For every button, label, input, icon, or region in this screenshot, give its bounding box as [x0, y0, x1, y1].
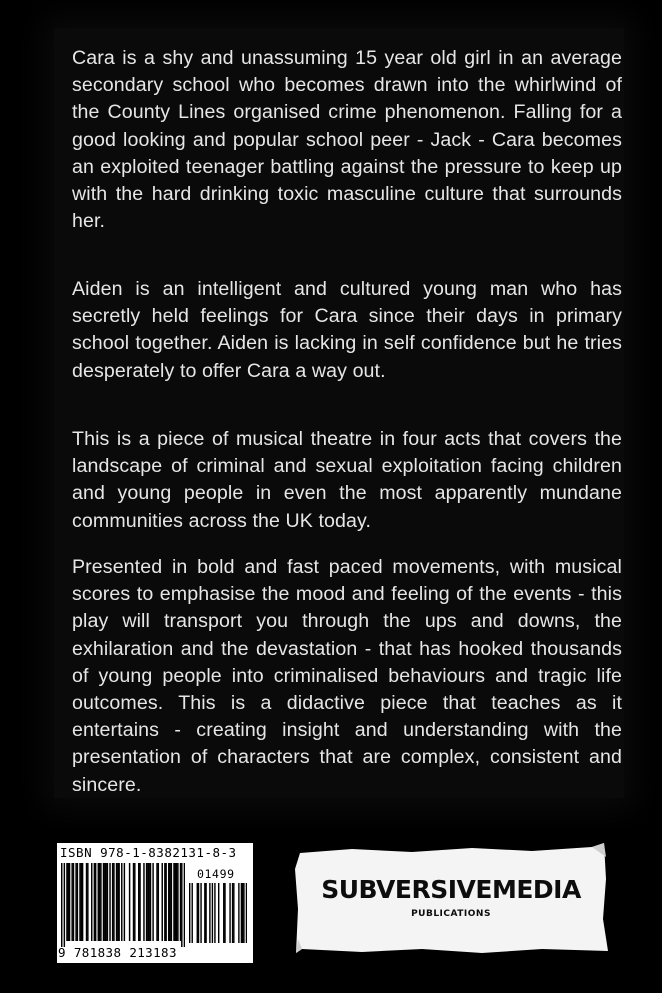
- barcode-bar: [69, 863, 70, 941]
- ean-digits: 9 781838 213183: [58, 945, 177, 960]
- barcode-bar: [198, 883, 199, 943]
- barcode-bar: [91, 863, 92, 941]
- barcode-bar: [164, 863, 165, 941]
- barcode-bar: [218, 883, 219, 943]
- barcode-bar: [139, 863, 140, 941]
- barcode-bar: [152, 863, 153, 941]
- barcode-bar: [209, 883, 210, 943]
- barcode-bar: [121, 863, 122, 941]
- barcode-bar: [113, 863, 114, 941]
- isbn-barcode: [57, 843, 253, 963]
- barcode-bar: [168, 863, 169, 941]
- barcode-bar: [214, 883, 215, 943]
- barcode-bar: [238, 883, 239, 943]
- barcode-bar: [117, 863, 118, 941]
- barcode-bar: [95, 863, 96, 941]
- barcode-bar: [79, 863, 80, 941]
- barcode-bar: [68, 863, 69, 941]
- barcode-bar: [148, 863, 149, 941]
- barcode-bar: [223, 883, 224, 943]
- barcode-bar: [232, 883, 233, 943]
- barcode-bar: [87, 863, 88, 941]
- barcode-bar: [103, 863, 104, 941]
- barcode-bar: [146, 863, 147, 941]
- barcode-bar: [129, 863, 130, 941]
- barcode-bar: [73, 863, 74, 941]
- blurb-paragraph-aiden: Aiden is an intelligent and cultured young man who has secretly held feelings for Cara since their days in primary school together. Aiden is lacking in self confidence but he tries desperately to offer Cara a way out.: [72, 278, 622, 382]
- barcode-bar: [143, 863, 144, 941]
- barcode-bar: [224, 883, 225, 943]
- barcode-bar: [181, 863, 182, 947]
- barcode-bar: [233, 883, 234, 943]
- barcode-bar: [212, 883, 213, 943]
- barcode-bar: [205, 883, 206, 943]
- barcode-bar: [150, 863, 151, 941]
- barcode-bar: [86, 863, 87, 941]
- barcode-bar: [189, 883, 190, 943]
- barcode-bar: [104, 863, 105, 941]
- barcode-bar: [124, 863, 125, 941]
- barcode-bar: [171, 863, 172, 941]
- barcode-bar: [109, 863, 110, 941]
- publisher-imprint: PUBLICATIONS: [411, 909, 491, 919]
- barcode-bar: [99, 863, 100, 941]
- barcode-bar: [81, 863, 82, 941]
- barcode-bar: [243, 883, 244, 943]
- publisher-logo: [292, 839, 610, 959]
- barcode-bar: [61, 863, 62, 947]
- blurb-paragraph-cara: Cara is a shy and unassuming 15 year old girl in an average secondary school who becomes drawn into the whirlwind of the County Lines organised crime phenomenon. Falling for a good looking and popular school peer - Jack - Cara becomes an exploited teenager battling against the pressure to keep up with the hard drinking toxic masculine culture that surrounds her.: [72, 47, 622, 233]
- barcode-bar: [94, 863, 95, 941]
- barcode-bar: [177, 863, 178, 941]
- isbn-label: ISBN 978-1-8382131-8-3: [60, 845, 237, 860]
- blurb-paragraph-presentation: Presented in bold and fast paced movements, with musical scores to emphasise the mood and feeling of the events - this play will transport you through the ups and downs, the exhilaration and the devastation - that has hooked thousands of young people into criminalised behaviours and tragic life outcomes. This is a didactive piece that teaches as it entertains - creating insight and understanding with the presentation of characters that are complex, consistent and sincere.: [72, 556, 622, 796]
- barcode-bar: [192, 883, 193, 943]
- barcode-bar: [165, 863, 166, 941]
- barcode-bar: [77, 863, 78, 941]
- barcode-bar: [169, 863, 170, 941]
- barcode-bar: [105, 863, 106, 941]
- barcode-bar: [112, 863, 113, 941]
- barcode-bar: [100, 863, 101, 941]
- barcode-bar: [107, 863, 108, 941]
- ean-barcode-bars: [61, 863, 185, 947]
- barcode-bar: [138, 863, 139, 941]
- addon-barcode-bars: [189, 883, 247, 945]
- barcode-bar: [66, 863, 67, 941]
- barcode-bar: [118, 863, 119, 941]
- barcode-bar: [204, 883, 205, 943]
- barcode-bar: [147, 863, 148, 941]
- barcode-bar: [184, 863, 185, 947]
- barcode-bar: [162, 863, 163, 941]
- barcode-bar: [246, 883, 247, 943]
- barcode-bar: [173, 863, 174, 941]
- barcode-bar: [64, 863, 65, 947]
- barcode-bar: [180, 863, 181, 941]
- barcode-bar: [242, 883, 243, 943]
- barcode-bar: [156, 863, 157, 941]
- publisher-name: SUBVERSIVEMEDIA: [321, 875, 581, 904]
- barcode-bar: [158, 863, 159, 941]
- barcode-bar: [197, 883, 198, 943]
- barcode-bar: [134, 863, 135, 941]
- blurb-paragraph-premise: This is a piece of musical theatre in four acts that covers the landscape of criminal and sexual exploitation facing children and young people in even the most apparently mundane communities across the UK today.: [72, 428, 622, 532]
- barcode-bar: [133, 863, 134, 941]
- barcode-bar: [241, 883, 242, 943]
- barcode-bar: [71, 863, 72, 941]
- barcode-bar: [116, 863, 117, 941]
- barcode-bar: [229, 883, 230, 943]
- price-code: 01499: [197, 867, 235, 881]
- barcode-bar: [200, 883, 201, 943]
- barcode-bar: [75, 863, 76, 941]
- barcode-bar: [176, 863, 177, 941]
- barcode-bar: [82, 863, 83, 941]
- barcode-bar: [175, 863, 176, 941]
- barcode-bar: [98, 863, 99, 941]
